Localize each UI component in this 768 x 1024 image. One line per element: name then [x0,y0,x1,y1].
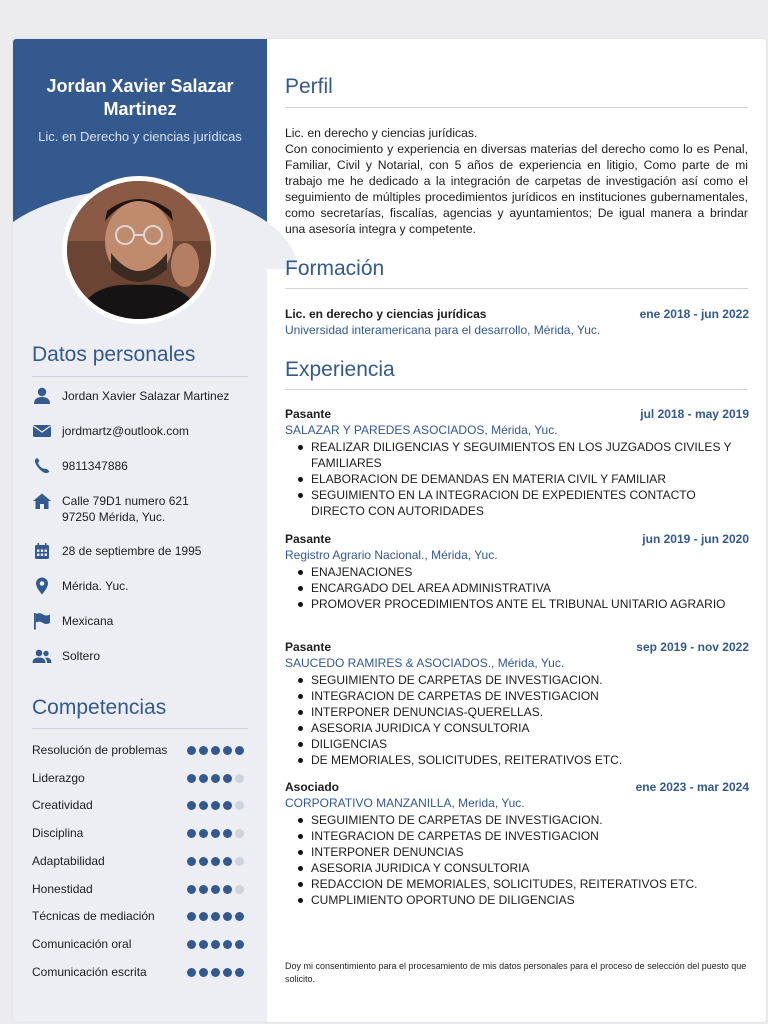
experience-organization: Registro Agrario Nacional., Mérida, Yuc. [285,548,498,562]
skill-dot-filled [211,968,220,977]
experience-tasks [297,672,748,768]
resume-page [13,39,766,1022]
skill-dot-filled [211,940,220,949]
personal-item-nationality [32,612,257,632]
education-dates: ene 2018 - jun 2022 [639,307,749,321]
personal-item-text: jordmartz@outlook.com [62,424,189,438]
skill-dot-filled [199,968,208,977]
personal-item-text: Mérida. Yuc. [62,579,129,593]
skill-dot-filled [187,857,196,866]
skill-dot-filled [211,746,220,755]
experience-dates: jul 2018 - may 2019 [640,407,749,421]
experience-organization: SAUCEDO RAMIRES & ASOCIADOS., Mérida, Yuc. [285,656,565,670]
skill-dot-filled [235,940,244,949]
home-icon [32,492,52,510]
skill-level-dots [187,801,244,810]
skill-dot-filled [187,968,196,977]
skill-dot-filled [199,801,208,810]
location-pin-icon [32,577,52,595]
skill-dot-filled [211,774,220,783]
personal-item-email [32,422,257,442]
skill-dot-filled [187,829,196,838]
skill-level-dots [187,774,244,783]
skill-row [32,881,252,897]
personal-item-text: Mexicana [62,614,114,628]
experience-task: REALIZAR DILIGENCIAS Y SEGUIMIENTOS EN LOS JUZGADOS CIVILES Y FAMILIARES [297,439,748,471]
divider [285,389,748,390]
skill-dot-empty [235,829,244,838]
divider [32,728,248,729]
experience-task: SEGUIMIENTO EN LA INTEGRACION DE EXPEDIENTES CONTACTO DIRECTO CON AUTORIDADES [297,487,748,519]
personal-item-birthdate [32,542,257,562]
flag-icon [32,612,52,630]
divider [32,376,248,377]
candidate-title: Lic. en Derecho y ciencias jurídicas [38,129,242,144]
experience-role: Pasante [285,532,332,546]
experience-task: ASESORIA JURIDICA Y CONSULTORIA [297,720,748,736]
experience-task: ENCARGADO DEL AREA ADMINISTRATIVA [297,580,748,596]
skill-dot-filled [199,857,208,866]
experience-task: PROMOVER PROCEDIMIENTOS ANTE EL TRIBUNAL UNITARIO AGRARIO [297,596,748,612]
skill-level-dots [187,940,244,949]
skill-row [32,825,252,841]
skill-dot-filled [187,912,196,921]
skill-name: Adaptabilidad [32,853,105,868]
personal-item-phone [32,457,257,477]
experience-task: ENAJENACIONES [297,564,748,580]
profile-heading: Perfil [285,75,333,98]
skill-level-dots [187,829,244,838]
calendar-icon [32,542,52,560]
skill-row [32,853,252,869]
skill-dot-filled [199,885,208,894]
personal-item-text: 28 de septiembre de 1995 [62,544,202,558]
skill-row [32,964,252,980]
skill-dot-filled [187,940,196,949]
experience-task: CUMPLIMIENTO OPORTUNO DE DILIGENCIAS [297,892,748,908]
skill-dot-empty [235,857,244,866]
experience-dates: ene 2023 - mar 2024 [635,780,749,794]
phone-icon [32,457,52,475]
portrait-illustration [67,181,211,319]
skill-name: Liderazgo [32,770,85,785]
experience-tasks [297,439,748,519]
skill-name: Creatividad [32,798,93,813]
personal-item-text: Jordan Xavier Salazar Martinez [62,389,230,403]
skill-row [32,742,252,758]
skill-dot-filled [199,912,208,921]
skill-dot-filled [199,829,208,838]
experience-dates: sep 2019 - nov 2022 [636,640,749,654]
skill-dot-filled [199,774,208,783]
candidate-name: Jordan Xavier Salazar Martinez [46,76,234,119]
skill-dot-filled [223,885,232,894]
skill-dot-empty [235,774,244,783]
experience-role: Pasante [285,640,332,654]
divider [285,107,748,108]
experience-task: INTERPONER DENUNCIAS-QUERELLAS. [297,704,748,720]
sidebar [13,39,267,1022]
skill-dot-filled [235,968,244,977]
personal-item-text: Calle 79D1 numero 621 97250 Mérida, Yuc. [62,494,189,524]
experience-task: INTERPONER DENUNCIAS [297,844,748,860]
skill-dot-filled [223,829,232,838]
education-school: Universidad interamericana para el desarrollo, Mérida, Yuc. [285,323,601,337]
experience-tasks [297,812,748,908]
experience-task: ASESORIA JURIDICA Y CONSULTORIA [297,860,748,876]
skill-dot-filled [187,746,196,755]
skill-dot-filled [223,746,232,755]
skill-name: Honestidad [32,881,93,896]
experience-task: DE MEMORIALES, SOLICITUDES, REITERATIVOS ETC. [297,752,748,768]
profile-photo [62,176,216,324]
skill-dot-empty [235,885,244,894]
skill-row [32,908,252,924]
skill-dot-filled [211,801,220,810]
envelope-icon [32,422,52,440]
experience-task: INTEGRACION DE CARPETAS DE INVESTIGACION [297,828,748,844]
skill-dot-filled [211,885,220,894]
skill-dot-filled [223,968,232,977]
experience-task: SEGUIMIENTO DE CARPETAS DE INVESTIGACION. [297,812,748,828]
users-icon [32,647,52,665]
experience-task: DILIGENCIAS [297,736,748,752]
skill-dot-filled [199,746,208,755]
profile-text: Lic. en derecho y ciencias jurídicas. Con conocimiento y experiencia en diversas materias del derecho como lo es Penal, Familiar, Civil y Notarial, con 5 años de experiencia en litigio, Como parte de mi trabajo me he dedicado a la integración de carpetas de investigación así como el seguimiento de múltiples procedimientos jurídicos en instituciones gubernamentales, como secretarías, fiscalías, agencias y ayuntamientos; De igual manera a brindar una asesoría integra y competente. [285,126,748,236]
skill-level-dots [187,746,244,755]
experience-task: ELABORACION DE DEMANDAS EN MATERIA CIVIL Y FAMILIAR [297,471,748,487]
skill-dot-filled [235,912,244,921]
skill-name: Resolución de problemas [32,743,168,757]
education-degree: Lic. en derecho y ciencias jurídicas [285,307,487,321]
skill-dot-filled [187,885,196,894]
person-icon [32,387,52,405]
consent-note: Doy mi consentimiento para el procesamiento de mis datos personales para el proceso de selección del puesto que solicito. [285,961,747,984]
personal-item-marital-status [32,647,257,667]
skill-name: Técnicas de mediación [32,909,155,924]
experience-task: SEGUIMIENTO DE CARPETAS DE INVESTIGACION. [297,672,748,688]
experience-tasks [297,564,748,612]
skill-dot-filled [211,829,220,838]
skill-dot-empty [235,801,244,810]
skill-row [32,936,252,952]
personal-item-text: Soltero [62,649,101,663]
skill-dot-filled [223,940,232,949]
experience-role: Asociado [285,780,340,794]
skill-level-dots [187,885,244,894]
skill-dot-filled [211,912,220,921]
experience-task: INTEGRACION DE CARPETAS DE INVESTIGACION [297,688,748,704]
skill-dot-filled [199,940,208,949]
skill-dot-filled [235,746,244,755]
skill-level-dots [187,857,244,866]
skill-level-dots [187,912,244,921]
skill-row [32,770,252,786]
experience-organization: CORPORATIVO MANZANILLA, Merida, Yuc. [285,796,525,810]
skill-name: Comunicación oral [32,936,132,951]
skill-level-dots [187,968,244,977]
skill-dot-filled [223,774,232,783]
skill-name: Disciplina [32,826,84,841]
skill-dot-filled [187,801,196,810]
skill-dot-filled [187,774,196,783]
divider [285,288,748,289]
personal-item-city [32,577,257,597]
experience-organization: SALAZAR Y PAREDES ASOCIADOS, Mérida, Yuc. [285,423,558,437]
experience-task: REDACCION DE MEMORIALES, SOLICITUDES, REITERATIVOS ETC. [297,876,748,892]
skill-row [32,797,252,813]
skill-dot-filled [223,801,232,810]
skill-dot-filled [223,857,232,866]
experience-role: Pasante [285,407,332,421]
experience-dates: jun 2019 - jun 2020 [642,532,749,546]
personal-data-heading: Datos personales [32,343,196,366]
personal-item-address [32,492,257,528]
skill-dot-filled [223,912,232,921]
skill-dot-filled [211,857,220,866]
personal-item-name [32,387,257,407]
experience-heading: Experiencia [285,358,395,381]
skill-name: Comunicación escrita [32,964,147,979]
skills-heading: Competencias [32,696,167,719]
personal-item-text: 9811347886 [62,459,128,473]
education-heading: Formación [285,257,385,280]
